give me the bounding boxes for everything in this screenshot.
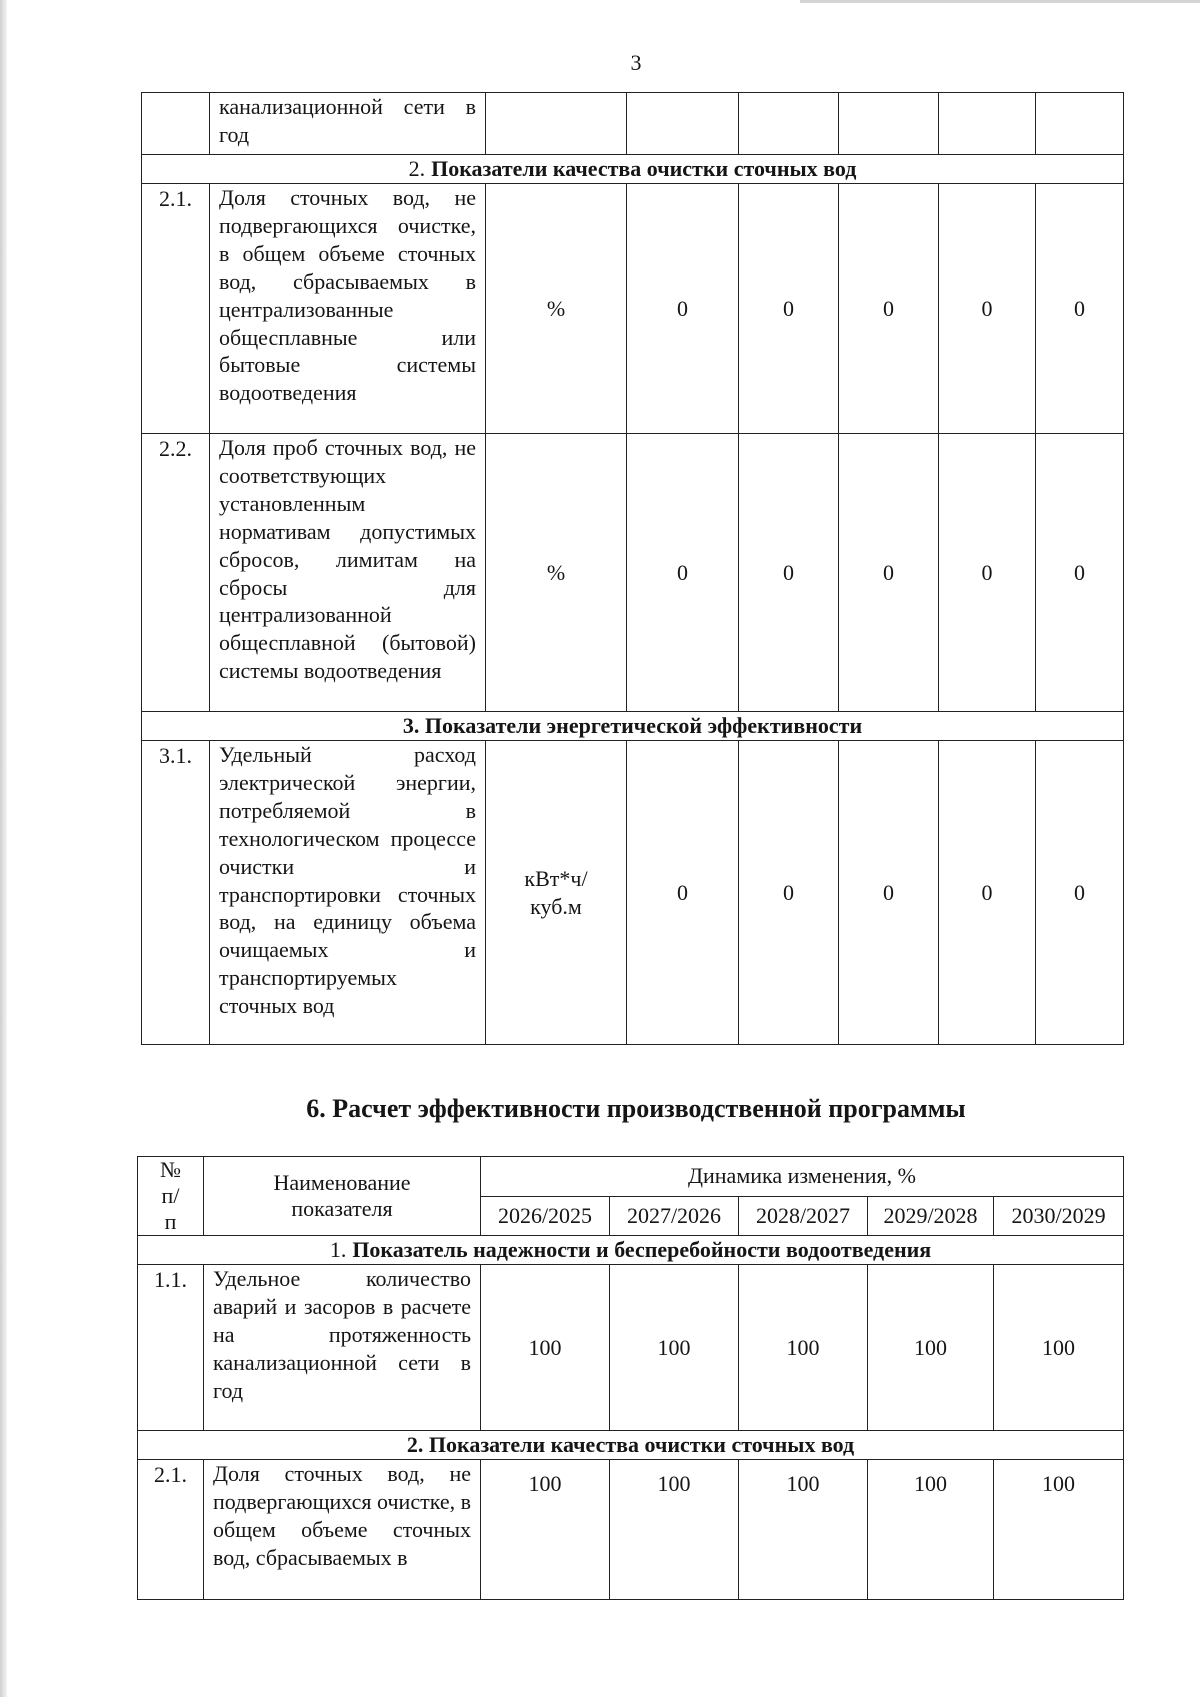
column-header-year: 2027/2026 xyxy=(610,1196,739,1236)
column-header-year: 2030/2029 xyxy=(994,1196,1124,1236)
value-cell: 100 xyxy=(610,1265,739,1431)
table-row xyxy=(138,1265,1124,1431)
value-cell: 0 xyxy=(739,434,839,712)
value-cell: 0 xyxy=(939,184,1036,434)
value-cell: 0 xyxy=(739,184,839,434)
unit-cell xyxy=(486,93,627,155)
value-cell: 0 xyxy=(627,434,739,712)
value-cell: 0 xyxy=(739,741,839,1045)
value-cell: 0 xyxy=(839,434,939,712)
value-cell: 0 xyxy=(839,184,939,434)
section-header-row xyxy=(138,1431,1124,1460)
column-header-year: 2029/2028 xyxy=(868,1196,994,1236)
value-cell: 100 xyxy=(739,1460,868,1600)
indicators-table xyxy=(141,92,1124,1045)
section-title: 1. Показатель надежности и бесперебойности водоотведения xyxy=(138,1236,1124,1265)
value-cell: 0 xyxy=(939,434,1036,712)
value-cell: 0 xyxy=(1036,434,1124,712)
section-header-row xyxy=(142,155,1124,184)
value-cell xyxy=(1036,93,1124,155)
value-cell xyxy=(739,93,839,155)
unit-cell: % xyxy=(486,434,627,712)
section-title: 2. Показатели качества очистки сточных вод xyxy=(142,155,1124,184)
efficiency-table xyxy=(137,1156,1124,1600)
value-cell: 0 xyxy=(939,741,1036,1045)
value-cell: 0 xyxy=(1036,741,1124,1045)
row-number-cell: 3.1. xyxy=(142,741,210,1045)
value-cell: 100 xyxy=(739,1265,868,1431)
indicator-name-cell: Доля сточных вод, не подвергающихся очистке, в общем объеме сточных вод, сбрасываемых в xyxy=(204,1460,481,1600)
value-cell: 100 xyxy=(481,1460,610,1600)
page-number: 3 xyxy=(630,50,642,75)
value-cell xyxy=(839,93,939,155)
value-cell: 0 xyxy=(839,741,939,1045)
value-cell: 0 xyxy=(627,741,739,1045)
table-row xyxy=(142,741,1124,1045)
table-row xyxy=(138,1460,1124,1600)
value-cell: 0 xyxy=(1036,184,1124,434)
section-heading: 6. Расчет эффективности производственной программы xyxy=(306,1094,966,1123)
column-header-year: 2028/2027 xyxy=(739,1196,868,1236)
column-header-year: 2026/2025 xyxy=(481,1196,610,1236)
unit-cell: % xyxy=(486,184,627,434)
column-header-dynamics: Динамика изменения, % xyxy=(481,1157,1124,1197)
column-header-number: № п/п xyxy=(138,1157,204,1236)
indicator-name-cell: Доля сточных вод, не подвергающихся очистке, в общем объеме сточных вод, сбрасываемых в централизованные общесплавные или бытовые системы водоотведения xyxy=(210,184,486,434)
value-cell xyxy=(939,93,1036,155)
section-header-row xyxy=(142,712,1124,741)
value-cell: 100 xyxy=(868,1460,994,1600)
header-row xyxy=(138,1157,1124,1197)
unit-cell: кВт*ч/ куб.м xyxy=(486,741,627,1045)
scan-edge-top xyxy=(800,0,1200,3)
value-cell: 100 xyxy=(481,1265,610,1431)
scan-edge xyxy=(0,0,7,1697)
indicator-name-cell: Удельное количество аварий и засоров в расчете на протяженность канализационной сети в год xyxy=(204,1265,481,1431)
value-cell: 100 xyxy=(868,1265,994,1431)
table-row xyxy=(142,434,1124,712)
value-cell: 0 xyxy=(627,184,739,434)
indicator-name-cell: Удельный расход электрической энергии, потребляемой в технологическом процессе очистки и транспортировки сточных вод, на единицу объема очищаемых и транспортируемых сточных вод xyxy=(210,741,486,1045)
value-cell: 100 xyxy=(610,1460,739,1600)
value-cell: 100 xyxy=(994,1265,1124,1431)
indicator-name-cell: Доля проб сточных вод, не соответствующих установленным нормативам допустимых сбросов, лимитам на сбросы для централизованной общесплавной (бытовой) системы водоотведения xyxy=(210,434,486,712)
row-number-cell xyxy=(142,93,210,155)
row-number-cell: 1.1. xyxy=(138,1265,204,1431)
section-title: 3. Показатели энергетической эффективности xyxy=(142,712,1124,741)
row-number-cell: 2.2. xyxy=(142,434,210,712)
value-cell xyxy=(627,93,739,155)
section-header-row xyxy=(138,1236,1124,1265)
row-number-cell: 2.1. xyxy=(142,184,210,434)
table-row xyxy=(142,93,1124,155)
table-row xyxy=(142,184,1124,434)
row-number-cell: 2.1. xyxy=(138,1460,204,1600)
column-header-name: Наименование показателя xyxy=(204,1157,481,1236)
value-cell: 100 xyxy=(994,1460,1124,1600)
indicator-name-cell: канализационной сети в год xyxy=(210,93,486,155)
section-title: 2. Показатели качества очистки сточных вод xyxy=(138,1431,1124,1460)
